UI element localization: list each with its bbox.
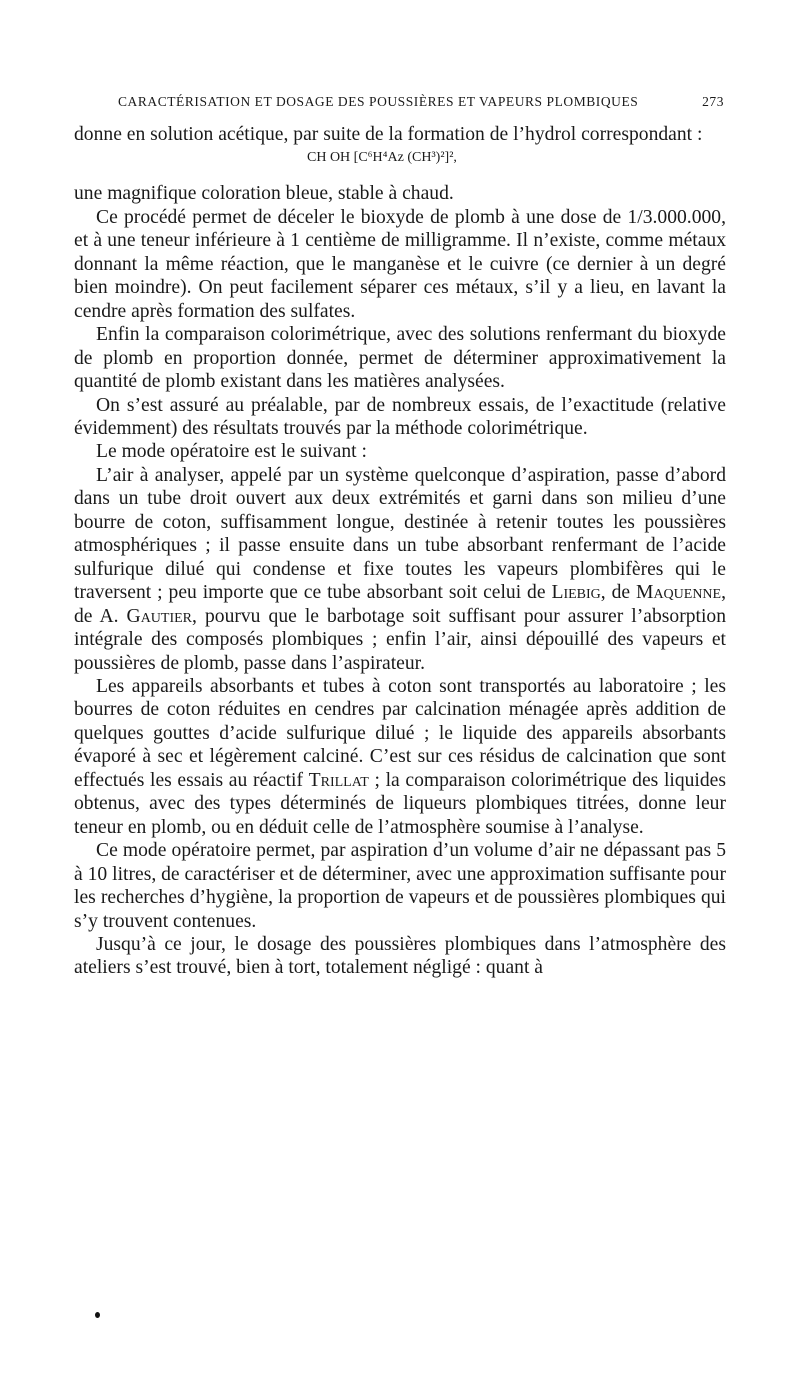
body-text <box>74 123 726 980</box>
paragraph-6-part-d: , pourvu que le barbotage soit suffisant pour assurer l’absorption intégrale des composés plombiques ; enfin l’air, ainsi dépouillé des vapeurs et poussières de plomb, passe dans l’aspirateur. <box>74 605 726 674</box>
page-number: 273 <box>702 94 724 109</box>
paragraph-3: Enfin la comparaison colorimétrique, avec des solutions renfermant du bioxyde de plomb en proportion donnée, permet de déterminer approximativement la quantité de plomb existant dans les matières analysées. <box>74 324 726 393</box>
paragraph-2: Ce procédé permet de déceler le bioxyde de plomb à une dose de 1/3.000.000, et à une teneur inférieure à 1 centième de milligramme. Il n’existe, comme métaux donnant la même réaction, que le manganèse et le cuivre (ce dernier à un degré bien moindre). On peut facilement séparer ces métaux, s’il y a lieu, en lavant la cendre après formation des sulfates. <box>74 206 726 322</box>
paragraph-7 <box>74 675 726 839</box>
running-header <box>74 94 726 110</box>
author-name-liebig: Liebig <box>551 582 601 604</box>
paragraph-9: Jusqu’à ce jour, le dosage des poussières plombiques dans l’atmosphère des ateliers s’est trouvé, bien à tort, totalement négligé : quant à <box>74 933 726 979</box>
running-title: CARACTÉRISATION ET DOSAGE DES POUSSIÈRES ET VAPEURS PLOMBIQUES <box>118 94 639 109</box>
paragraph-5: Le mode opératoire est le suivant : <box>96 441 367 463</box>
paragraph-4: On s’est assuré au préalable, par de nombreux essais, de l’exactitude (relative évidemment) des résultats trouvés par la méthode colorimétrique. <box>74 394 726 439</box>
chemical-formula: CH OH [C⁶H⁴Az (CH³)²]², <box>307 150 457 166</box>
author-name-trillat: Trillat <box>308 769 369 791</box>
paragraph-6 <box>74 464 726 675</box>
paragraph-1-continuation: une magnifique coloration bleue, stable à chaud. <box>74 183 454 205</box>
paragraph-7-part-a: Les appareils absorbants et tubes à coton sont transportés au laboratoire ; les bourres de coton réduites en cendres par calcination ménagée après addition de quelques gouttes d’acide sulfurique dilué ; le liquide des appareils absorbants évaporé à sec et légèrement calciné. C’est sur ces résidus de calcination que sont effectués les essais au réactif <box>74 675 726 791</box>
paragraph-6-part-b: , de <box>600 582 631 604</box>
paragraph-1: donne en solution acétique, par suite de la formation de l’hydrol correspondant : <box>74 124 703 145</box>
author-name-gautier: Gautier <box>126 605 193 627</box>
print-speck <box>95 1312 100 1318</box>
paragraph-7-part-b: ; la comparaison colorimétrique des liquides obtenus, avec des types déterminés de liqueurs plombiques titrées, donne leur teneur en plomb, ou en déduit celle de l’atmosphère soumise à l’analyse. <box>74 769 726 838</box>
author-name-maquenne: Maquenne <box>636 582 722 604</box>
paragraph-6-part-c: , de A. <box>74 582 726 627</box>
paragraph-6-part-a: L’air à analyser, appelé par un système quelconque d’aspiration, passe d’abord dans un tube droit ouvert aux deux extrémités et garni dans son milieu d’une bourre de coton, suffisamment longue, destinée à retenir toutes les poussières atmosphériques ; il passe ensuite dans un tube absorbant renfermant de l’acide sulfurique dilué qui condense et fixe toutes les vapeurs plombifères qui le traversent ; peu importe que ce tube absorbant soit celui de <box>74 464 726 604</box>
book-page <box>74 94 726 980</box>
paragraph-8: Ce mode opératoire permet, par aspiration d’un volume d’air ne dépassant pas 5 à 10 litres, de caractériser et de déterminer, avec une approximation suffisante pour les recherches d’hygiène, la proportion de vapeurs et de poussières plombiques qui s’y trouvent contenues. <box>74 840 726 932</box>
